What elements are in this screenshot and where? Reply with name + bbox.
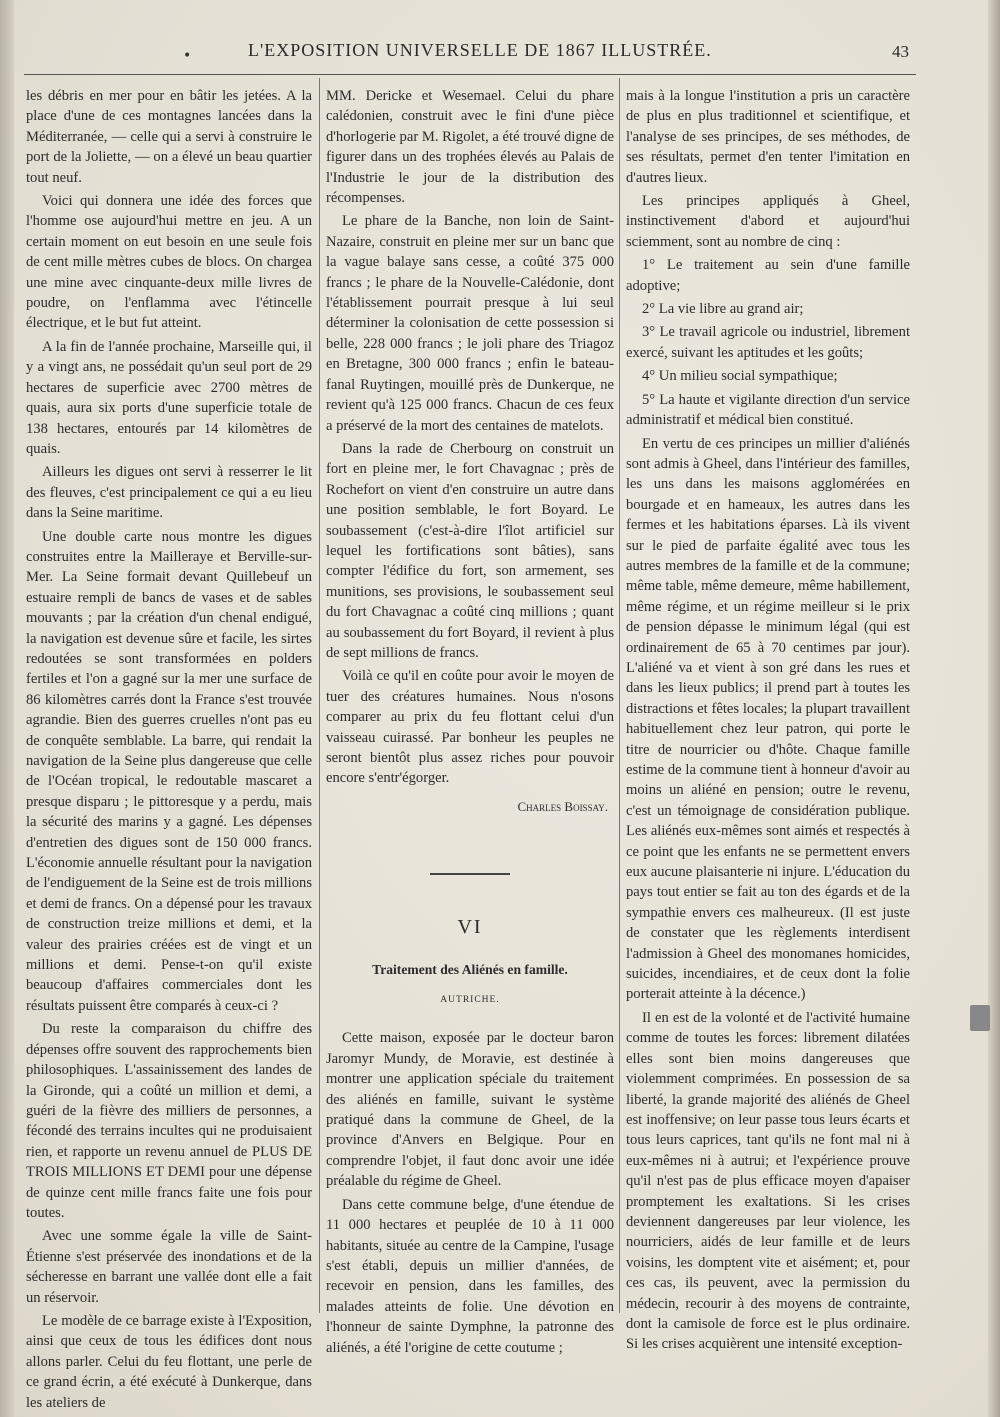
paragraph: Voilà ce qu'il en coûte pour avoir le moyen de tuer des créatures humaines. Nous n'osons comparer au prix du feu flottant celui d'un vaisseau cuirassé. Par bonheur les peuples ne seront bientôt plus assez riches pour pouvoir encore s'entr'égorger.: [326, 668, 614, 787]
page-right-edge: [988, 0, 1000, 1417]
paragraph: Dans la rade de Cherbourg on construit un fort en pleine mer, le fort Chavagnac ; près de Rochefort on vient d'en construire un autre dans une position semblable, le fort Boyard. Le soubassement (c'est-à-dire l'îlot artificiel sur lequel les fortifications sont bâties), sans compter l'édifice du fort, son armement, ses munitions, ses provisions, le soubassement seul du fort Chavagnac a coûté cinq millions ; quant au soubassement du fort Boyard, il revient à plus de sept millions de francs.: [326, 440, 614, 661]
column-2: [326, 86, 614, 1361]
paragraph: En vertu de ces principes un millier d'aliénés sont admis à Gheel, dans l'intérieur des familles, les uns dans les maisons agglomérées en bourgade et en hameaux, les autres dans les fermes et les habitations éparses. Là ils vivent sur le pied de parfaite égalité avec tous les autres membres de la famille et de la commune; même table, même demeure, même habillement, même régime, et un régime meilleur si le prix de pension dépasse le minimum légal (qui est ordinairement de 65 à 70 centimes par jour). L'aliéné va et vient à son gré dans les rues et dans les lieux publics; il prend part à toutes les distractions et fêtes locales; la plupart travaillent habituellement chez leur patron, qui porte le titre de nourricier ou d'hôte. Chaque famille estime de la commune tient à honneur d'avoir au moins un aliéné en pension; outre le revenu, c'est un témoignage de considération publique. Les aliénés eux-mêmes sont aimés et respectés à ce point que les enfants ne se permettent envers eux aucune plaisanterie ni injure. L'éducation du pays tout entier se fait au ton des égards et de la sympathie envers ces malheureux. (Il est juste de constater que les règlements interdisent l'admission à Gheel des monomanes homicides, suicides, incendiaires, et de ceux dont la folie porterait atteinte à la décence.): [626, 435, 910, 1003]
paragraph: Le modèle de ce barrage existe à l'Exposition, ainsi que ceux de tous les édifices dont nous allons parler. Celui du feu flottant, une perle de ce grand écrin, a été exécuté à Dunkerque, dans les ateliers de: [26, 1312, 312, 1411]
paragraph: Voici qui donnera une idée des forces que l'homme ose aujourd'hui mettre en jeu. A un certain moment on eut besoin en une seule fois de cent mille mètres cubes de blocs. On chargea une mine avec cinquante-deux mille livres de poudre, on l'enflamma avec l'étincelle électrique, et le but fut atteint.: [26, 193, 312, 332]
running-header: L'EXPOSITION UNIVERSELLE DE 1867 ILLUSTRÉE.: [248, 40, 712, 60]
section-title: Traitement des Aliénés en famille.: [372, 961, 568, 977]
list-item: 2° La vie libre au grand air;: [642, 301, 804, 318]
header-rule: [24, 74, 916, 75]
section-separator: [430, 873, 510, 875]
list-item: 3° Le travail agricole ou industriel, librement exercé, suivant les aptitudes et les goûts;: [626, 324, 910, 361]
paragraph: Ailleurs les digues ont servi à resserrer le lit des fleuves, c'est principalement ce qui a eu lieu dans la Seine maritime.: [26, 464, 312, 522]
paragraph: Il en est de la volonté et de l'activité humaine comme de toutes les forces: librement dilatées elles sont bien moins dangereuses que violemment comprimées. En possession de sa liberté, la grande majorité des aliénés de Gheel est inoffensive; on leur passe tous leurs écarts et tous leurs caprices, tant qu'ils ne font mal ni à eux-mêmes ni à autrui; et l'expérience prouve qu'il n'est pas de plus efficace moyen d'apaiser promptement les exaltations. Si les crises deviennent dangereuses par leur violence, les nourriciers, aidés de leur famille et de leurs voisins, les domptent vite et aisément; et, pour ces cas, ils peuvent, avec la permission du médecin, recourir à des moyens de contrainte, dont la camisole de force est le plus ordinaire. Si les crises acquièrent une intensité exception-: [626, 1009, 910, 1353]
paragraph: Du reste la comparaison du chiffre des dépenses offre souvent des rapprochements bien philosophiques. L'assainissement des landes de la Gironde, qui a coûté un million et demi, a guéri de la fièvre des milliers de personnes, a fécondé des terrains incultes qui ne produisaient rien, et rapporte un revenu annuel de PLUS DE TROIS MILLIONS ET DEMI pour une dépense de quinze cent mille francs faite une fois pour toutes.: [26, 1021, 312, 1221]
page-left-edge: [0, 0, 14, 1417]
list-item: 1° Le traitement au sein d'une famille adoptive;: [626, 257, 910, 294]
list-item: 4° Un milieu social sympathique;: [642, 368, 838, 385]
section-number: VI: [457, 916, 483, 939]
binding-clip: [970, 1005, 990, 1031]
column-rule-1: [319, 78, 320, 1313]
page-number: 43: [892, 42, 909, 61]
paragraph: les débris en mer pour en bâtir les jetées. A la place d'une de ces montagnes lancées dans la Méditerranée, — celle qui a servi à construire le port de la Joliette, — on a élevé un beau quartier tout neuf.: [26, 88, 312, 186]
paragraph: Avec une somme égale la ville de Saint-Étienne s'est préservée des inondations et de la sécheresse en barrant une vallée dont elle a fait un réservoir.: [26, 1228, 312, 1306]
paragraph: Les principes appliqués à Gheel, instinctivement d'abord et aujourd'hui sciemment, sont au nombre de cinq :: [626, 193, 910, 250]
author-signature: Charles Boissay.: [517, 798, 608, 814]
paragraph: A la fin de l'année prochaine, Marseille qui, il y a vingt ans, ne possédait qu'un seul port de 29 hectares de superficie avec 2700 mètres de quais, aura six ports d'une superficie totale de 138 hectares, entourés par 14 kilomètres de quais.: [26, 338, 312, 457]
paragraph: MM. Dericke et Wesemael. Celui du phare calédonien, construit avec le fini d'une pièce d'horlogerie par M. Rigolet, a été trouvé digne de figurer dans un des trophées élevés au Palais de l'Industrie le jour de la distribution des récompenses.: [326, 88, 614, 207]
paragraph: Le phare de la Banche, non loin de Saint-Nazaire, construit en pleine mer sur un banc que la vague balaye sans cesse, a coûté 375 000 francs ; le phare de la Nouvelle-Calédonie, dont l'établissement pourrait presque à lui seul déterminer la colonisation de cette possession si belle, 228 000 francs ; le joli phare des Triagoz en Bretagne, 300 000 francs ; enfin le bateau-fanal Ruytingen, mouillé près de Dunkerque, ne revient qu'à 125 000 francs. Chacun de ces feux a préservé de la mort des centaines de matelots.: [326, 213, 614, 434]
header-dot: •: [183, 48, 192, 64]
paragraph: Une double carte nous montre les digues construites entre la Mailleraye et Berville-sur-Mer. La Seine formait devant Quillebeuf un estuaire rempli de bancs de vases et de sables mouvants ; par la création d'un chenal endigué, la navigation est devenue sûre et facile, les sirtes redoutées se sont transformées en polders fertiles et l'on a gagné sur la mer une surface de 86 kilomètres carrés dont la France s'est trouvée agrandie. Bien des guerres cruelles n'ont pas eu de conquête semblable. La barre, qui rendait la navigation de la Seine plus dangereuse que celle de l'Océan tropical, le redoutable mascaret a presque disparu ; le pittoresque y a perdu, mais la sécurité des marins y a gagné. Les dépenses d'entretien des digues sont de 150 000 francs. L'économie annuelle résultant pour la navigation de l'endiguement de la Seine est de trois millions et demi de francs. On a dépensé pour les travaux de construction treize millions et demi, et la valeur des prairies créées est de vingt et un millions et demi. Pense-t-on qu'il existe beaucoup d'affaires commerciales dont les résultats puissent être comparés à ceux-ci ?: [26, 528, 312, 1014]
paragraph: Cette maison, exposée par le docteur baron Jaromyr Mundy, de Moravie, est destinée à montrer une application spéciale du traitement des aliénés en famille, suivant le système pratiqué dans la commune de Gheel, de la province d'Anvers en Belgique. Pour en comprendre l'objet, il faut donc avoir une idée préalable du régime de Gheel.: [326, 1030, 614, 1190]
paragraph: mais à la longue l'institution a pris un caractère de plus en plus traditionnel et scientifique, et l'analyse de ses principes, de ses méthodes, de ses résultats, permet d'en tenter l'imitation en d'autres lieux.: [626, 88, 910, 186]
paragraph: Dans cette commune belge, d'une étendue de 11 000 hectares et peuplée de 10 à 11 000 habitants, située au centre de la Campine, l'usage s'est établi, depuis un millier d'années, de recevoir en pension, dans les familles, des malades atteints de folie. Une dévotion en l'honneur de sainte Dymphne, la patronne des aliénés, a été l'origine de cette coutume ;: [326, 1196, 614, 1356]
list-item: 5° La haute et vigilante direction d'un service administratif et médical bien constitué.: [626, 391, 910, 429]
column-3: [626, 86, 910, 1358]
section-subtitle: AUTRICHE.: [440, 995, 500, 1006]
column-rule-2: [619, 78, 620, 1313]
column-1: [26, 86, 312, 1416]
